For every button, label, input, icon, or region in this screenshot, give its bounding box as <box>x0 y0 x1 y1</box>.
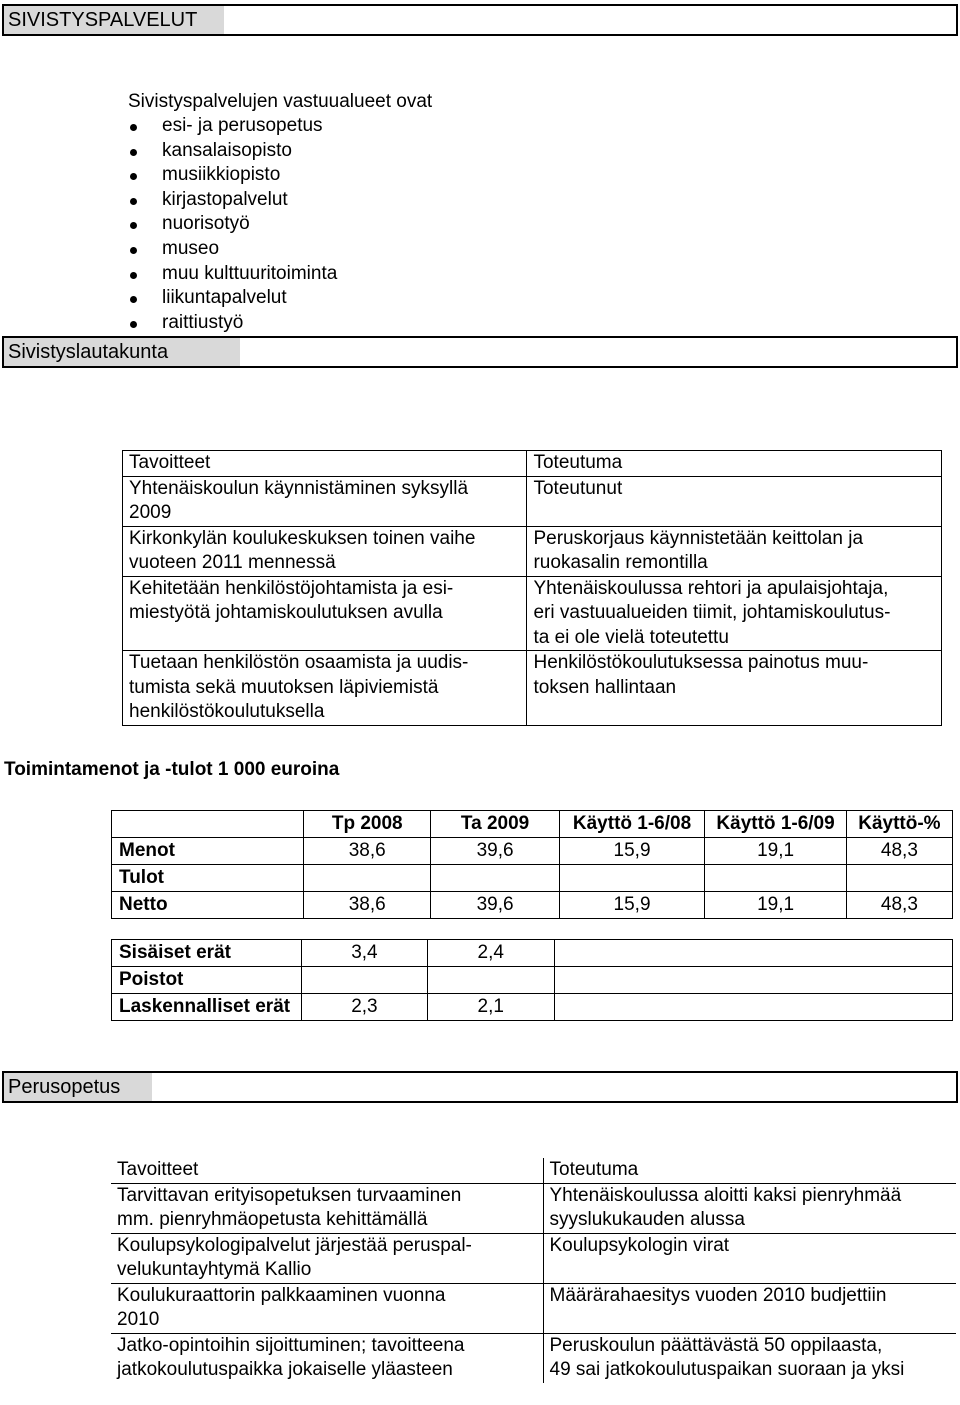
table-row <box>123 651 942 726</box>
result-text: Toteutunut <box>533 477 623 499</box>
cell-value: 15,9 <box>559 892 705 919</box>
result-text: Yhtenäiskoulussa rehtori ja apulaisjohtaja, <box>533 577 889 599</box>
section-bar-sivistyslautakunta <box>2 336 958 368</box>
result-text: ruokasalin remontilla <box>533 552 708 573</box>
cell-empty <box>554 967 952 994</box>
cell-value <box>431 865 559 892</box>
goal-text: tumista sekä muutoksen läpiviemistä <box>129 676 439 698</box>
table-row <box>123 526 942 576</box>
column-header: Käyttö-% <box>846 811 952 838</box>
table-row <box>112 940 953 967</box>
table-row <box>123 476 942 526</box>
result-text: toksen hallintaan <box>533 676 677 698</box>
cell-value: 39,6 <box>431 892 559 919</box>
row-label: Poistot <box>112 967 302 994</box>
list-item: kansalaisopisto <box>128 139 337 164</box>
row-label: Sisäiset erät <box>112 940 302 967</box>
row-label: Menot <box>112 838 304 865</box>
list-item: museo <box>128 237 337 262</box>
result-text: Yhtenäiskoulussa aloitti kaksi pienryhmää <box>549 1184 902 1206</box>
column-header: Käyttö 1-6/09 <box>705 811 847 838</box>
result-text: syyslukukauden alussa <box>549 1209 745 1230</box>
goal-text: henkilöstökoulutuksella <box>129 701 325 722</box>
responsibility-list <box>128 114 337 335</box>
section-title-basic: Perusopetus <box>4 1073 152 1101</box>
table-row <box>112 838 953 865</box>
goal-text: Yhtenäiskoulun käynnistäminen syksyllä <box>129 477 469 499</box>
cell-value: 39,6 <box>431 838 559 865</box>
goal-text: vuoteen 2011 mennessä <box>129 552 336 573</box>
table-row <box>112 865 953 892</box>
list-item: raittiustyö <box>128 311 337 336</box>
table-row <box>111 1333 956 1383</box>
cell-value <box>559 865 705 892</box>
cell-value <box>427 967 554 994</box>
goal-text: mm. pienryhmäopetusta kehittämällä <box>117 1209 428 1230</box>
goal-text: velukuntayhtymä Kallio <box>117 1259 312 1280</box>
goal-text: Koulukuraattorin palkkaaminen vuonna <box>117 1284 446 1306</box>
board-goals-table <box>122 450 942 726</box>
section-bar-sivistyspalvelut <box>2 4 958 36</box>
cell-value: 2,1 <box>427 994 554 1021</box>
list-item: nuorisotyö <box>128 212 337 237</box>
finance-title: Toimintamenot ja -tulot 1 000 euroina <box>4 759 340 780</box>
goal-text: Koulupsykologipalvelut järjestää peruspal- <box>117 1234 472 1256</box>
table-row <box>112 967 953 994</box>
list-item: musiikkiopisto <box>128 163 337 188</box>
table-row <box>112 892 953 919</box>
goal-text: Kehitetään henkilöstöjohtamista ja esi- <box>129 577 454 599</box>
result-text: Koulupsykologin virat <box>549 1234 730 1256</box>
goal-text: Kirkonkylän koulukeskuksen toinen vaihe <box>129 527 476 549</box>
table-row <box>111 1233 956 1283</box>
list-item: muu kulttuuritoiminta <box>128 262 337 287</box>
goal-text: Tarvittavan erityisopetuksen turvaaminen <box>117 1184 462 1206</box>
result-text: ta ei ole vielä toteutettu <box>533 626 729 648</box>
cell-value <box>846 865 952 892</box>
section-title-board: Sivistyslautakunta <box>4 338 240 366</box>
table-row <box>111 1283 956 1333</box>
cell-value <box>304 865 431 892</box>
goal-text: Jatko-opintoihin sijoittuminen; tavoitteena <box>117 1334 465 1356</box>
cell-value: 19,1 <box>705 838 847 865</box>
column-header: Tp 2008 <box>304 811 431 838</box>
basic-goals-table <box>111 1158 956 1383</box>
goal-text: miestyötä johtamiskoulutuksen avulla <box>129 602 443 623</box>
cell-value: 48,3 <box>846 892 952 919</box>
cell-empty <box>554 994 952 1021</box>
row-label: Laskennalliset erät <box>112 994 302 1021</box>
column-header-goals: Tavoitteet <box>111 1158 543 1183</box>
cell-value: 38,6 <box>304 838 431 865</box>
cell-value: 19,1 <box>705 892 847 919</box>
cell-value <box>301 967 427 994</box>
goal-text: jatkokoulutuspaikka jokaiselle yläasteen <box>117 1359 453 1380</box>
finance-table <box>111 810 953 919</box>
section-bar-perusopetus <box>2 1071 958 1103</box>
list-item: liikuntapalvelut <box>128 286 337 311</box>
column-header: Ta 2009 <box>431 811 559 838</box>
cell-value: 3,4 <box>301 940 427 967</box>
column-header-goals: Tavoitteet <box>123 451 527 477</box>
result-text: eri vastuualueiden tiimit, johtamiskoulutus- <box>533 602 891 623</box>
list-item: kirjastopalvelut <box>128 188 337 213</box>
cell-value: 15,9 <box>559 838 705 865</box>
goal-text: 2010 <box>117 1309 160 1330</box>
result-text: Määrärahaesitys vuoden 2010 budjettiin <box>549 1284 887 1306</box>
column-header: Käyttö 1-6/08 <box>559 811 705 838</box>
table-row <box>123 576 942 651</box>
cell-value: 48,3 <box>846 838 952 865</box>
cell-value: 2,4 <box>427 940 554 967</box>
row-label: Tulot <box>112 865 304 892</box>
cell-value: 2,3 <box>301 994 427 1021</box>
goal-text: Tuetaan henkilöstön osaamista ja uudis- <box>129 652 469 673</box>
goal-text: 2009 <box>129 502 172 523</box>
table-header-row <box>112 811 953 838</box>
result-text: Peruskorjaus käynnistetään keittolan ja <box>533 527 864 549</box>
result-text: Peruskoulun päättävästä 50 oppilaasta, <box>549 1334 883 1356</box>
cell-value <box>705 865 847 892</box>
result-text: Henkilöstökoulutuksessa painotus muu- <box>533 652 869 673</box>
internal-items-table <box>111 939 953 1021</box>
table-row <box>111 1183 956 1233</box>
header-empty <box>112 811 304 838</box>
cell-empty <box>554 940 952 967</box>
section-title-main: SIVISTYSPALVELUT <box>4 6 224 34</box>
column-header-result: Toteutuma <box>527 451 942 477</box>
cell-value: 38,6 <box>304 892 431 919</box>
result-text: 49 sai jatkokoulutuspaikan suoraan ja yksi <box>549 1359 905 1380</box>
table-row <box>112 994 953 1021</box>
row-label: Netto <box>112 892 304 919</box>
column-header-result: Toteutuma <box>543 1158 956 1183</box>
intro-heading: Sivistyspalvelujen vastuualueet ovat <box>128 91 433 112</box>
list-item: esi- ja perusopetus <box>128 114 337 139</box>
